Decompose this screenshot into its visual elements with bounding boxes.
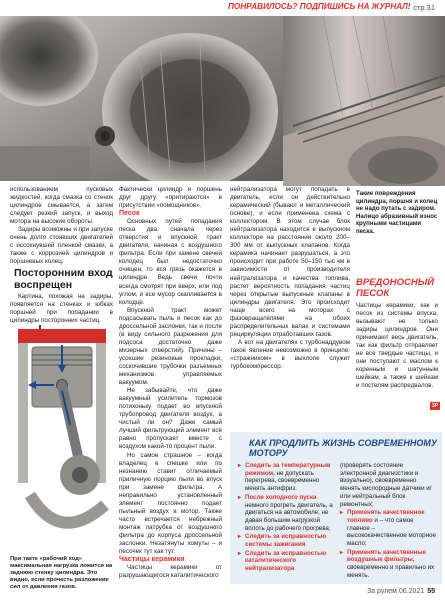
piston-image bbox=[283, 16, 445, 186]
col2-paragraph-4: Не забывайте, что даже вакуумный усилитель тормозов потихоньку подает во впускной трубопровод двигателя воздух, а чистый ли он? Даже самый лучший фильтрующий элемент всё равно пропускает вместе с воздухом какой-то процент пыли. bbox=[119, 387, 222, 451]
col2-paragraph-1: Фактически цилиндр и поршень друг другу «притираются» в присутствии «помощников». bbox=[119, 186, 222, 210]
top-bar bbox=[0, 0, 445, 16]
tip-item: (проверять состояние электронной диагностики и визуально), своевременно менять кислородные датчики и/или нейтральный блок ремонтных; bbox=[340, 462, 432, 508]
section-heading-foreign-matter: Посторонним вход воспрещен bbox=[14, 267, 113, 291]
page-reference: стр.31 bbox=[413, 3, 435, 12]
tip-item: ▸ Следить за исправностью каталитического нейтрализатора bbox=[238, 549, 327, 573]
bullet-arrow-icon: ▸ bbox=[238, 493, 242, 501]
page-number: 55 bbox=[427, 588, 435, 595]
bullet-arrow-icon: ▸ bbox=[340, 548, 344, 556]
col1-paragraph-1: использованием пусковых жидкостей, когда смазка со стенок цилиндров смывается, а затем следует резкий запуск, и выход мотора на высокие обороты. bbox=[10, 186, 113, 226]
bullet-arrow-icon: ▸ bbox=[340, 509, 344, 517]
piston-diagram-svg bbox=[10, 325, 114, 557]
column-4 bbox=[356, 302, 438, 391]
bullet-arrow-icon: ▸ bbox=[238, 462, 242, 469]
tip-item: ▸ Применять качественные воздушные фильтры, своевременно и правильно их менять. bbox=[340, 548, 435, 579]
piston-photo-caption: Такие повреждения цилиндра, поршня и колец не надо путать с задиром. Налицо абразивный износ крупными частицами песка. bbox=[356, 190, 438, 235]
piston-damage-photo bbox=[283, 16, 445, 186]
bullet-arrow-icon: ▸ bbox=[238, 549, 242, 557]
column-1-lower bbox=[10, 293, 113, 325]
page-footer bbox=[367, 588, 435, 595]
col3-paragraph-2: А вот на двигателях с турбонаддувом такое явление невозможно в принципе: «стражником» в выхлопе служит турбокомпрессор. bbox=[230, 338, 350, 371]
col2-paragraph-2: Основных путей попадания песка два: сначала через отверстия и впускной тракт двигателя, начиная с воздушного фильтра. Если при замене свечей колодец был недостаточно очищен, то вся грязь окажется в цилиндре. Ведь свечи почти всегда смотрят при вверх, или под углом, и все мусор скапливается в колодце. bbox=[119, 218, 222, 306]
tips-list-right bbox=[340, 462, 436, 581]
col1-paragraph-2: Задиры возможны и при запуске очень долго стоявших двигателей с иссохнувшей пленкой смазки, а также с коррозией цилиндров и поршневых колец. bbox=[10, 226, 113, 266]
engine-life-tips-box bbox=[230, 432, 442, 584]
col3-paragraph-1: нейтрализатора могут попадать в двигатель, если он действительно керамический (бывают и металлический основе), и если применена схема с коллектором. В этом случае блок нейтрализатора находится в выпускном коллекторе на расстоянии около 200–300 мм от выпускных клапанов. Когда керамика начинает разрушаться, а это происходит при работе 50–150 тыс км в зависимости от производителя нейтрализатора и качества топлива, растет вероятность попадания частиц через открытые выпускные клапаны в цилиндры двигателя. Это происходит чаще всего на моторах с фазовращателями на обоих распределительных валах и системами рециркуляции отработавших газов. bbox=[230, 186, 350, 338]
subheading-sand: Песок bbox=[119, 210, 140, 218]
engine-block-photo bbox=[0, 16, 283, 181]
bullet-arrow-icon: ▸ bbox=[238, 533, 242, 541]
tip-item: ▸ Следить за температурным режимом, не допускать перегрева, своевременно менять антифриз. bbox=[238, 462, 331, 493]
subscribe-promo[interactable]: ПОНРАВИЛОСЬ? ПОДПИШИСЬ НА ЖУРНАЛ! bbox=[228, 2, 411, 11]
tips-box-title: КАК ПРОДЛИТЬ ЖИЗНЬ СОВРЕМЕННОМУ МОТОРУ bbox=[249, 438, 438, 458]
magazine-issue: За рулем 06.2021 bbox=[366, 588, 425, 595]
diagram-caption: При такте «рабочий ход» максимальная нагрузка ложится на заднюю стенку цилиндра. Это видно, если прочесть разложение сил от давления газов. bbox=[10, 556, 113, 590]
subheading-ceramic-particles: Частицы керамики bbox=[119, 556, 185, 564]
col2-paragraph-3: Впускной тракт может подсасывать пыль и песок как до дроссельной заслонки, так и после (в виду сильного разрежения для подсоса достаточно даже мизерных отверстий). Причины – усохшие резиновые прокладки, соскочившие трубочки разъемных механизмов, управляемых вакуумом. bbox=[119, 306, 222, 387]
col4-paragraph-1: Частицы керамики, как и песок из системы впуска, вызывают не только задиры цилиндров. Они принимают весь двигатель, так как фильтр отправляет не все твердые частицы, и они поступают с маслом к коренным и шатунным шейкам, а также к шейкам и постелям распредвалов. bbox=[356, 302, 438, 390]
column-2 bbox=[119, 186, 222, 580]
col2-paragraph-5: Но самое страшное – когда владелец в спешке или по незнанию ставит отличаемый приличную порцию пыли во впуск при замене фильтра. А неправильно установленный элемент постоянно подает пыльный воздух в мотор. Также часто встречается небрежный монтаж патрубка от воздушного фильтра до корпуса дроссельной заслонки. Незатянуты хомуты – и песочек тут как тут. bbox=[119, 451, 222, 556]
piston-force-diagram bbox=[10, 325, 114, 557]
tip-item: ▸ Следить за исправностью системы зажигания bbox=[238, 533, 327, 549]
harmful-sand-heading: ВРЕДОНОСНЫЙ ПЕСОК bbox=[356, 277, 435, 299]
column-1 bbox=[10, 186, 113, 266]
col2-paragraph-6: Частицы керамики от разрушающегося каталитического bbox=[119, 564, 222, 580]
tips-list-left bbox=[238, 462, 336, 574]
col1-paragraph-3: Картина, похожая на задиры, появляется на стенках и юбках поршней при попадании в цилиндры посторонних частиц. bbox=[10, 293, 113, 325]
magazine-badge: ЗР bbox=[431, 403, 439, 409]
column-3 bbox=[230, 186, 350, 371]
tip-item: ▸ После холодного пуска немного прогреть двигатель, а двигаться на автомобиле, не давая большим нагрузкой вплоть до рабочего прогрева; bbox=[238, 493, 333, 532]
tip-item: ▸ Применять качественное топливо и – что самое главное – высококачественное моторное масло; bbox=[340, 509, 436, 548]
engine-block-image bbox=[0, 16, 283, 181]
